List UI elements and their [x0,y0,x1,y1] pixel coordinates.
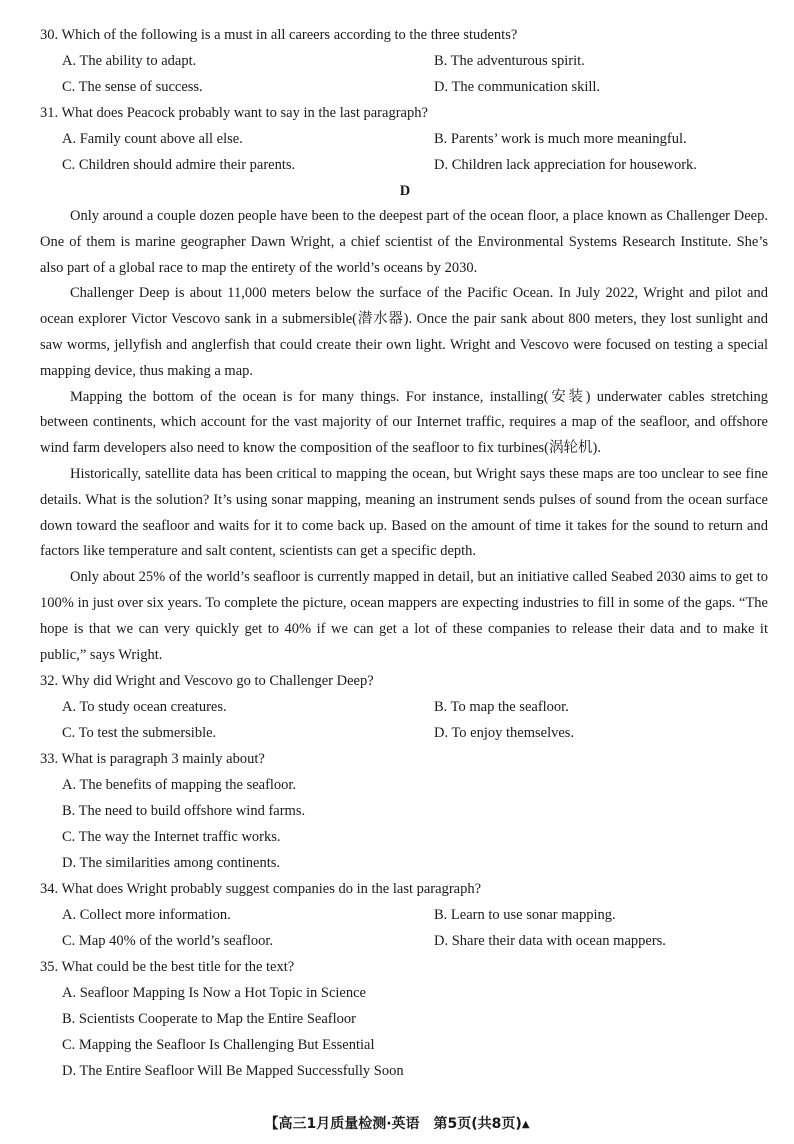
option-b: B. Scientists Cooperate to Map the Entire Seafloor [62,1011,356,1028]
option-a: A. Seafloor Mapping Is Now a Hot Topic in Science [62,985,366,1002]
option-d: D. The communication skill. [434,79,601,95]
option-a: A. To study ocean creatures. [62,699,227,716]
passage-paragraph-3: Mapping the bottom of the ocean is for many things. For instance, installing(安装) underwater cables stretching between continents, which account for the vast majority of our Internet traffic, requires a map of the seafloor, and offshore wind farm developers also need to know the composition of the seafloor to fix turbines(涡轮机). [40,388,768,457]
option-a: A. Family count above all else. [62,131,243,147]
option-row [40,902,770,928]
option-row [40,928,770,954]
option-b: B. To map the seafloor. [434,699,569,716]
question-32 [40,668,770,746]
option-a: A. The ability to adapt. [62,53,197,69]
question-31 [40,100,770,178]
question-stem: 32. Why did Wright and Vescovo go to Challenger Deep? [40,673,374,690]
option-a: A. The benefits of mapping the seafloor. [62,777,297,794]
option-b: B. The adventurous spirit. [434,53,585,69]
question-stem: 31. What does Peacock probably want to say in the last paragraph? [40,105,428,121]
option-c: C. The way the Internet traffic works. [62,829,281,846]
question-34 [40,876,770,954]
option-b: B. Learn to use sonar mapping. [434,907,616,924]
option-d: D. The similarities among continents. [62,855,281,872]
option-d: D. Share their data with ocean mappers. [434,933,666,950]
option-c: C. To test the submersible. [62,725,217,742]
option-row [40,152,770,178]
option-c: C. Map 40% of the world’s seafloor. [62,933,274,950]
option-d: D. To enjoy themselves. [434,725,575,742]
question-30 [40,22,770,100]
question-33 [40,746,770,876]
question-stem: 30. Which of the following is a must in all careers according to the three students? [40,27,518,43]
option-c: C. Children should admire their parents. [62,157,296,173]
page-footer [0,1113,794,1136]
reading-passage [40,204,770,668]
option-c: C. Mapping the Seafloor Is Challenging But Essential [62,1037,375,1054]
passage-paragraph-4: Historically, satellite data has been critical to mapping the ocean, but Wright says these maps are too unclear to see fine details. What is the solution? It’s using sonar mapping, meaning an instrument sends pulses of sound from the ocean surface down toward the seafloor and waits for it to come back up. Based on the amount of time it takes for the sound to return and factors like temperature and salt content, scientists can get a specific depth. [40,465,768,560]
option-a: A. Collect more information. [62,907,231,924]
question-stem: 34. What does Wright probably suggest companies do in the last paragraph? [40,881,482,898]
passage-paragraph-2: Challenger Deep is about 11,000 meters below the surface of the Pacific Ocean. In July 2022, Wright and pilot and ocean explorer Victor Vescovo sank in a submersible(潜水器). Once the pair sank about 800 meters, they lost sunlight and saw worms, jellyfish and anglerfish that could create their own light. Wright and Vescovo were focused on testing a special mapping device, thus making a map. [40,285,768,379]
footer-text: 【高三1月质量检测·英语 第5页(共8页) [264,1116,522,1132]
option-row [40,694,770,720]
option-d: D. The Entire Seafloor Will Be Mapped Successfully Soon [62,1063,404,1080]
option-b: B. The need to build offshore wind farms. [62,803,306,820]
option-c: C. The sense of success. [62,79,203,95]
triangle-marker-icon: ▲ [521,1119,530,1130]
option-row [40,48,770,74]
question-stem: 33. What is paragraph 3 mainly about? [40,751,265,768]
passage-paragraph-1: Only around a couple dozen people have been to the deepest part of the ocean floor, a place known as Challenger Deep. One of them is marine geographer Dawn Wright, a chief scientist of the Environmental Systems Research Institute. She’s also part of a global race to map the entirety of the world’s oceans by 2030. [40,208,768,276]
option-b: B. Parents’ work is much more meaningful. [434,131,687,147]
option-row [40,126,770,152]
section-title: D [399,183,411,199]
option-row [40,720,770,746]
option-row [40,74,770,100]
option-d: D. Children lack appreciation for housework. [434,157,697,173]
passage-paragraph-5: Only about 25% of the world’s seafloor is currently mapped in detail, but an initiative called Seabed 2030 aims to get to 100% in just over six years. To complete the picture, ocean mappers are expecting industries to fill in some of the gaps. “The hope is that we can very quickly get to 40% if we can get a lot of these companies to release their data and to make it public,” says Wright. [40,569,768,663]
question-stem: 35. What could be the best title for the text? [40,959,295,976]
question-35 [40,954,770,1084]
